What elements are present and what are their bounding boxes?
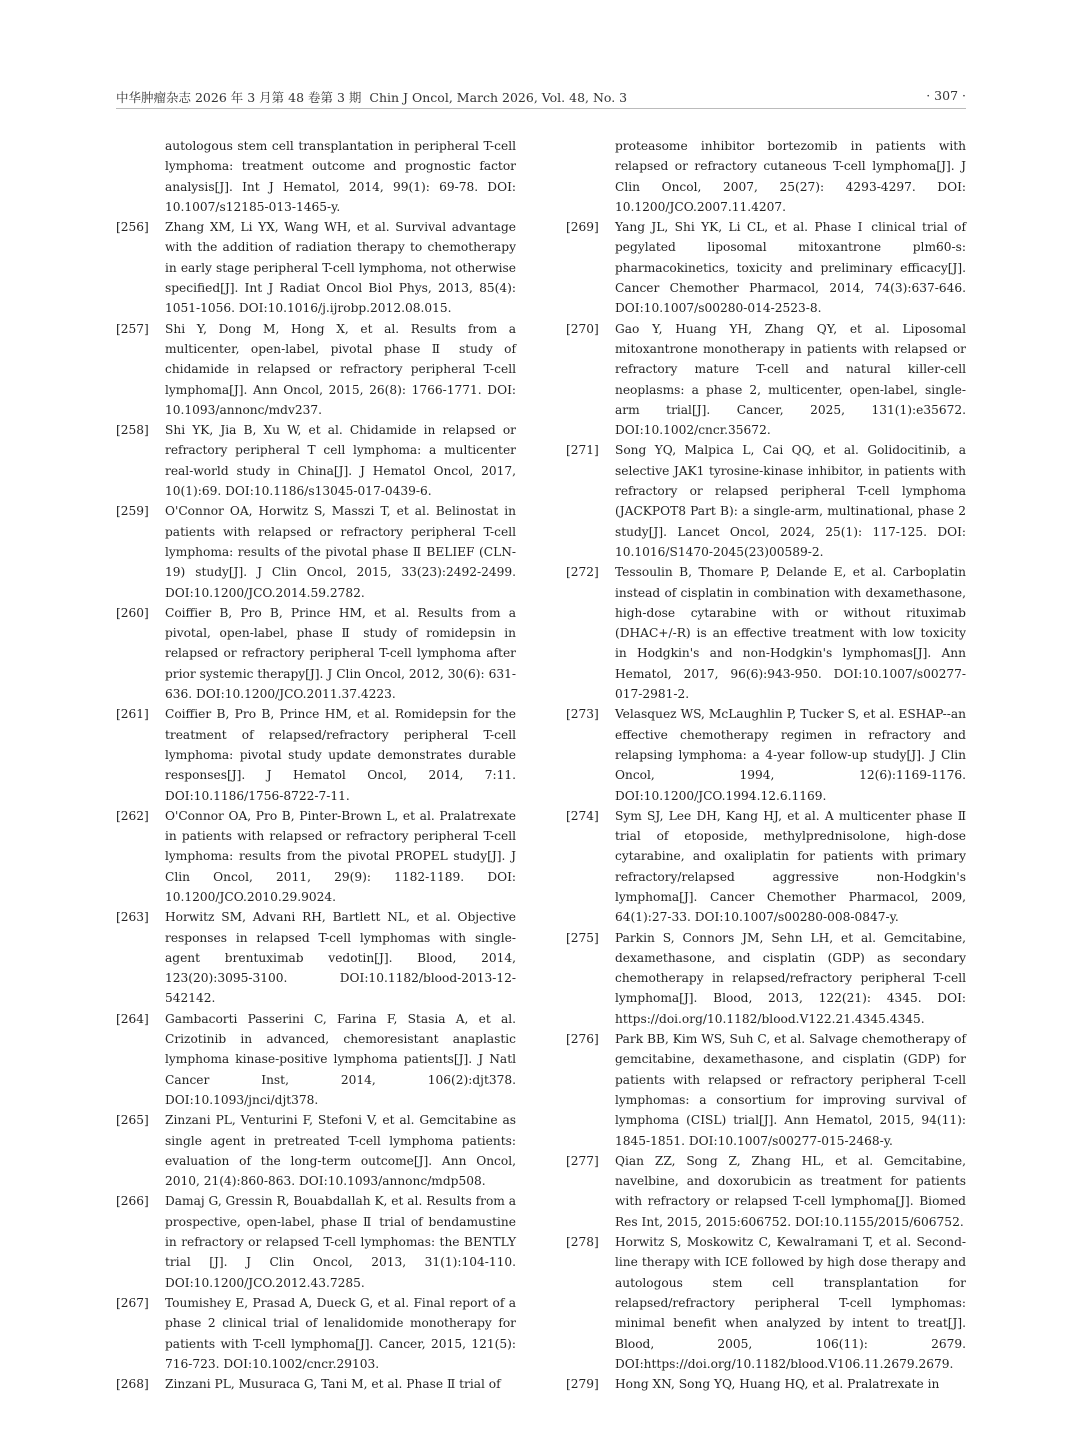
reference-text: Sym SJ, Lee DH, Kang HJ, et al. A multicenter phase Ⅱ trial of etoposide, methylprednisolone, high-dose cytarabine, and oxaliplatin for patients with primary refractory/relapsed aggressive non-Hodgkin's lymphoma[J]. Cancer Chemother Pharmacol, 2009, 64(1):27-33. DOI:10.1007/s00280-008-0847-y.: [615, 808, 966, 925]
reference-entry: [566, 806, 966, 928]
reference-entry: [116, 704, 516, 805]
reference-entry: [566, 440, 966, 562]
reference-entry: [116, 136, 516, 217]
reference-number: [273]: [566, 707, 599, 722]
reference-number: [264]: [116, 1011, 149, 1026]
header-divider: [116, 108, 966, 109]
running-header: [116, 88, 966, 108]
reference-text: Song YQ, Malpica L, Cai QQ, et al. Golidocitinib, a selective JAK1 tyrosine-kinase inhibitor, in patients with refractory or relapsed peripheral T-cell lymphoma (JACKPOT8 Part B): a single-arm, multinational, phase 2 study[J]. Lancet Oncol, 2024, 25(1): 117-125. DOI: 10.1016/S1470-2045(23)00589-2.: [615, 443, 966, 559]
reference-entry: [566, 704, 966, 805]
reference-number: [265]: [116, 1113, 149, 1128]
reference-text: Coiffier B, Pro B, Prince HM, et al. Results from a pivotal, open-label, phase Ⅱ study of romidepsin in relapsed or refractory peripheral T-cell lymphoma after prior systemic therapy[J]. J Clin Oncol, 2012, 30(6): 631-636. DOI:10.1200/JCO.2011.37.4223.: [165, 605, 516, 702]
reference-entry: [116, 217, 516, 318]
journal-title-en: Chin J Oncol, March 2026, Vol. 48, No. 3: [369, 90, 628, 105]
reference-text: Gambacorti Passerini C, Farina F, Stasia A, et al. Crizotinib in advanced, chemoresistant anaplastic lymphoma kinase-positive lymphoma patients[J]. J Natl Cancer Inst, 2014, 106(2):djt378. DOI:10.1093/jnci/djt378.: [165, 1011, 516, 1107]
reference-number: [259]: [116, 504, 149, 519]
reference-entry: [566, 136, 966, 217]
reference-text: Zinzani PL, Musuraca G, Tani M, et al. Phase Ⅱ trial of: [165, 1377, 501, 1392]
reference-text: Velasquez WS, McLaughlin P, Tucker S, et al. ESHAP--an effective chemotherapy regimen in refractory and relapsing lymphoma: a 4-year follow-up study[J]. J Clin Oncol, 1994, 12(6):1169-1176. DOI:10.1200/JCO.1994.12.6.1169.: [615, 707, 966, 803]
reference-entry: [566, 1151, 966, 1232]
reference-text: Tessoulin B, Thomare P, Delande E, et al. Carboplatin instead of cisplatin in combination with dexamethasone, high-dose cytarabine with or without rituximab (DHAC+/-R) is an effective treatment with low toxicity in Hodgkin's and non-Hodgkin's lymphomas[J]. Ann Hematol, 2017, 96(6):943-950. DOI:10.1007/s00277-017-2981-2.: [615, 565, 966, 702]
reference-entry: [116, 1374, 516, 1394]
reference-entry: [566, 1232, 966, 1374]
reference-text: Shi Y, Dong M, Hong X, et al. Results from a multicenter, open-label, pivotal phase Ⅱ study of chidamide in relapsed or refractory peripheral T-cell lymphoma[J]. Ann Oncol, 2015, 26(8): 1766-1771. DOI: 10.1093/annonc/mdv237.: [165, 321, 516, 417]
references-right-column: [566, 136, 966, 1394]
reference-entry: [116, 319, 516, 420]
reference-text: Coiffier B, Pro B, Prince HM, et al. Romidepsin for the treatment of relapsed/refractory peripheral T-cell lymphoma: pivotal study update demonstrates durable responses[J]. J Hematol Oncol, 2014, 7:11. DOI:10.1186/1756-8722-7-11.: [165, 707, 516, 803]
reference-entry: [116, 806, 516, 907]
reference-number: [261]: [116, 707, 149, 722]
reference-entry: [566, 217, 966, 318]
reference-number: [272]: [566, 565, 599, 580]
reference-number: [258]: [116, 423, 149, 438]
references-left-column: [116, 136, 516, 1394]
reference-number: [279]: [566, 1377, 599, 1392]
reference-entry: [566, 1374, 966, 1394]
reference-entry: [566, 928, 966, 1029]
reference-text: Horwitz SM, Advani RH, Bartlett NL, et al. Objective responses in relapsed T-cell lymphomas with single-agent brentuximab vedotin[J]. Blood, 2014, 123(20):3095-3100. DOI:10.1182/blood-2013-12-542142.: [165, 910, 516, 1006]
reference-entry: [116, 1110, 516, 1191]
reference-entry: [116, 501, 516, 602]
page-number: · 307 ·: [926, 88, 966, 103]
reference-text: Shi YK, Jia B, Xu W, et al. Chidamide in relapsed or refractory peripheral T cell lymphoma: a multicenter real-world study in China[J]. J Hematol Oncol, 2017, 10(1):69. DOI:10.1186/s13045-017-0439-6.: [165, 423, 516, 499]
reference-entry: [116, 1191, 516, 1292]
reference-text: Hong XN, Song YQ, Huang HQ, et al. Pralatrexate in: [615, 1377, 940, 1392]
reference-entry: [566, 319, 966, 441]
reference-text: O'Connor OA, Pro B, Pinter-Brown L, et al. Pralatrexate in patients with relapsed or refractory peripheral T-cell lymphoma: results from the pivotal PROPEL study[J]. J Clin Oncol, 2011, 29(9): 1182-1189. DOI: 10.1200/JCO.2010.29.9024.: [165, 808, 516, 904]
reference-number: [275]: [566, 930, 599, 945]
reference-entry: [116, 1293, 516, 1374]
reference-number: [276]: [566, 1032, 599, 1047]
reference-number: [270]: [566, 321, 599, 336]
reference-number: [263]: [116, 910, 149, 925]
reference-number: [277]: [566, 1153, 599, 1168]
reference-entry: [116, 420, 516, 501]
reference-number: [257]: [116, 321, 149, 336]
reference-text: Qian ZZ, Song Z, Zhang HL, et al. Gemcitabine, navelbine, and doxorubicin as treatment for patients with refractory or relapsed T-cell lymphoma[J]. Biomed Res Int, 2015, 2015:606752. DOI:10.1155/2015/606752.: [615, 1153, 966, 1229]
reference-number: [269]: [566, 220, 599, 235]
reference-entry: [116, 603, 516, 704]
reference-entry: [116, 1009, 516, 1110]
reference-text: autologous stem cell transplantation in peripheral T-cell lymphoma: treatment outcome and prognostic factor analysis[J]. Int J Hematol, 2014, 99(1): 69-78. DOI: 10.1007/s12185-013-1465-y.: [165, 139, 516, 214]
reference-text: O'Connor OA, Horwitz S, Masszi T, et al. Belinostat in patients with relapsed or refractory peripheral T-cell lymphoma: results of the pivotal phase Ⅱ BELIEF (CLN-19) study[J]. J Clin Oncol, 2015, 33(23):2492-2499. DOI:10.1200/JCO.2014.59.2782.: [165, 504, 516, 600]
reference-number: [266]: [116, 1194, 149, 1209]
reference-text: Zinzani PL, Venturini F, Stefoni V, et al. Gemcitabine as single agent in pretreated T-cell lymphoma patients: evaluation of the long-term outcome[J]. Ann Oncol, 2010, 21(4):860-863. DOI:10.1093/annonc/mdp508.: [165, 1113, 516, 1189]
reference-number: [260]: [116, 605, 149, 620]
reference-number: [267]: [116, 1295, 149, 1310]
reference-text: proteasome inhibitor bortezomib in patients with relapsed or refractory cutaneous T-cell lymphoma[J]. J Clin Oncol, 2007, 25(27): 4293-4297. DOI: 10.1200/JCO.2007.11.4207.: [615, 139, 966, 214]
reference-text: Damaj G, Gressin R, Bouabdallah K, et al. Results from a prospective, open-label, phase Ⅱ trial of bendamustine in refractory or relapsed T-cell lymphomas: the BENTLY trial [J]. J Clin Oncol, 2013, 31(1):104-110. DOI:10.1200/JCO.2012.43.7285.: [165, 1194, 516, 1290]
reference-text: Toumishey E, Prasad A, Dueck G, et al. Final report of a phase 2 clinical trial of lenalidomide monotherapy for patients with T-cell lymphoma[J]. Cancer, 2015, 121(5): 716-723. DOI:10.1002/cncr.29103.: [165, 1295, 516, 1371]
reference-number: [271]: [566, 443, 599, 458]
reference-entry: [116, 907, 516, 1008]
journal-title-cn: 中华肿瘤杂志 2026 年 3 月第 48 卷第 3 期: [116, 90, 362, 105]
reference-entry: [566, 1029, 966, 1151]
reference-number: [278]: [566, 1235, 599, 1250]
reference-number: [256]: [116, 220, 149, 235]
reference-text: Gao Y, Huang YH, Zhang QY, et al. Liposomal mitoxantrone monotherapy in patients with relapsed or refractory mature T-cell and natural killer-cell neoplasms: a phase 2, multicenter, open-label, single-arm trial[J]. Cancer, 2025, 131(1):e35672. DOI:10.1002/cncr.35672.: [615, 321, 966, 438]
reference-number: [274]: [566, 808, 599, 823]
reference-text: Park BB, Kim WS, Suh C, et al. Salvage chemotherapy of gemcitabine, dexamethasone, and cisplatin (GDP) for patients with relapsed or refractory peripheral T-cell lymphomas: a consortium for improving survival of lymphoma (CISL) trial[J]. Ann Hematol, 2015, 94(11): 1845-1851. DOI:10.1007/s00277-015-2468-y.: [615, 1032, 966, 1148]
reference-number: [262]: [116, 808, 149, 823]
reference-text: Zhang XM, Li YX, Wang WH, et al. Survival advantage with the addition of radiation therapy to chemotherapy in early stage peripheral T-cell lymphoma, not otherwise specified[J]. Int J Radiat Oncol Biol Phys, 2013, 85(4): 1051-1056. DOI:10.1016/j.ijrobp.2012.08.015.: [165, 220, 516, 316]
reference-number: [268]: [116, 1377, 149, 1392]
reference-text: Horwitz S, Moskowitz C, Kewalramani T, et al. Second-line therapy with ICE followed by high dose therapy and autologous stem cell transplantation for relapsed/refractory peripheral T-cell lymphomas: minimal benefit when analyzed by intent to treat[J]. Blood, 2005, 106(11): 2679. DOI:https://doi.org/10.1182/blood.V106.11.2679.2679.: [615, 1235, 966, 1371]
reference-text: Parkin S, Connors JM, Sehn LH, et al. Gemcitabine, dexamethasone, and cisplatin (GDP) as secondary chemotherapy in relapsed/refractory peripheral T-cell lymphoma[J]. Blood, 2013, 122(21): 4345. DOI: https://doi.org/10.1182/blood.V122.21.4345.4345.: [615, 930, 966, 1026]
reference-text: Yang JL, Shi YK, Li CL, et al. Phase Ⅰ clinical trial of pegylated liposomal mitoxantrone plm60-s: pharmacokinetics, toxicity and preliminary efficacy[J]. Cancer Chemother Pharmacol, 2014, 74(3):637-646. DOI:10.1007/s00280-014-2523-8.: [615, 220, 966, 316]
reference-entry: [566, 562, 966, 704]
